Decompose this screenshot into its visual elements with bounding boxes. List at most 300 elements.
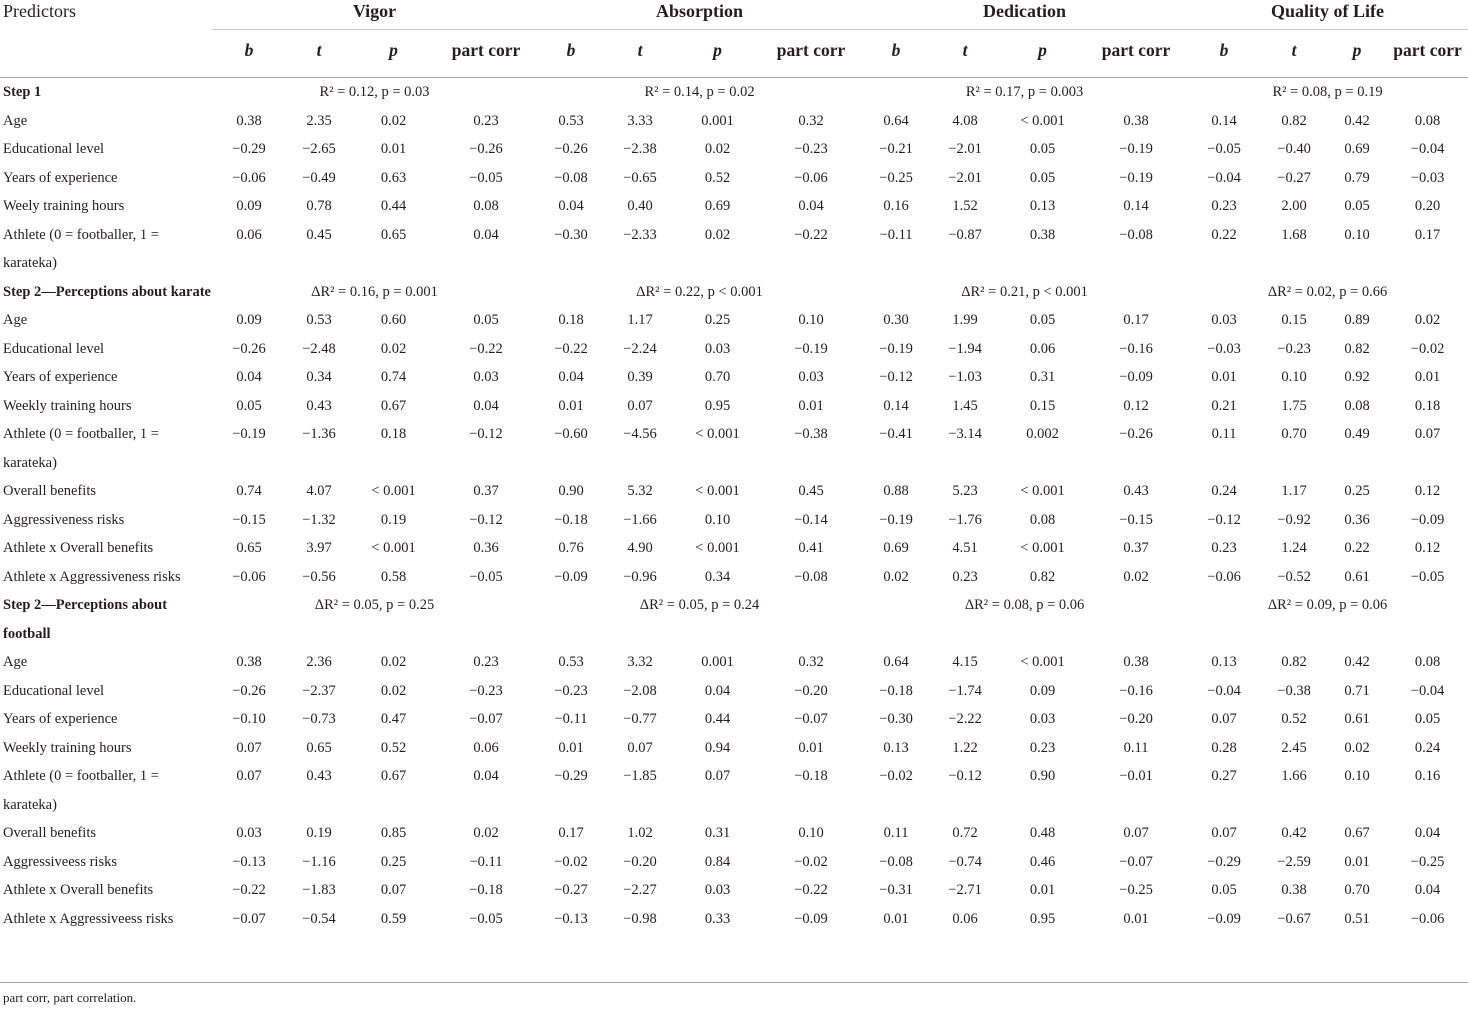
table-cell: 0.38 <box>236 112 262 129</box>
table-cell: 0.22 <box>1344 540 1370 556</box>
table-cell: −0.06 <box>232 568 266 585</box>
group-header-dedication: Dedication <box>862 0 1187 30</box>
table-cell: −0.07 <box>794 711 828 727</box>
table-cell: 1.17 <box>1281 483 1307 499</box>
table-cell: −0.11 <box>469 853 503 870</box>
section-header-row <box>0 591 1468 648</box>
table-cell: 0.05 <box>1029 312 1056 328</box>
predictor-label: Years of experience <box>3 169 118 186</box>
table-cell: 0.88 <box>883 483 909 499</box>
table-cell: 0.07 <box>236 768 262 784</box>
table-row <box>0 164 1468 193</box>
table-cell: 0.02 <box>380 654 407 670</box>
table-cell: −2.08 <box>623 682 657 699</box>
table-cell: 0.001 <box>701 654 734 670</box>
table-cell: −0.12 <box>879 369 913 385</box>
table-cell: 0.08 <box>1414 112 1441 129</box>
table-cell: −0.26 <box>232 682 266 699</box>
table-cell: 0.25 <box>380 853 407 870</box>
table-cell: 0.51 <box>1344 910 1370 927</box>
table-cell: 0.59 <box>380 910 407 927</box>
table-cell: 0.31 <box>704 825 731 841</box>
table-row <box>0 335 1468 364</box>
table-row <box>0 221 1468 278</box>
table-cell: 0.11 <box>1211 426 1237 442</box>
table-cell: 0.19 <box>306 825 332 841</box>
table-cell: 0.52 <box>704 169 731 186</box>
table-cell: −0.26 <box>554 141 588 157</box>
table-cell: −0.29 <box>1207 853 1241 870</box>
table-row <box>0 677 1468 706</box>
table-cell: 0.07 <box>236 739 262 756</box>
table-cell: −0.26 <box>232 340 266 357</box>
table-row <box>0 762 1468 819</box>
table-cell: −0.92 <box>1277 511 1311 528</box>
table-cell: −0.05 <box>469 568 503 585</box>
table-cell: −0.20 <box>1119 711 1153 727</box>
table-cell: −0.22 <box>554 340 588 357</box>
table-cell: 0.82 <box>1281 112 1307 129</box>
table-cell: 4.07 <box>306 483 332 499</box>
table-cell: 0.95 <box>1029 910 1056 927</box>
section-title: Step 2—Perceptions about football <box>3 597 168 642</box>
model-fit-statistic: R² = 0.17, p = 0.003 <box>965 84 1084 100</box>
table-cell: 0.27 <box>1211 768 1237 784</box>
table-cell: 0.18 <box>380 426 407 442</box>
table-row <box>0 506 1468 535</box>
table-cell: −2.71 <box>948 882 982 898</box>
table-cell: −0.23 <box>469 682 503 699</box>
table-cell: −0.15 <box>1119 511 1153 528</box>
table-cell: 0.48 <box>1029 825 1056 841</box>
table-cell: −2.38 <box>623 141 657 157</box>
table-cell: −0.11 <box>554 711 588 727</box>
predictor-label: Athlete (0 = footballer, 1 = karateka) <box>3 768 159 813</box>
table-cell: 0.13 <box>1211 654 1237 670</box>
subcolumn-header: part corr <box>451 40 521 60</box>
table-cell: −0.18 <box>554 511 588 528</box>
table-row <box>0 819 1468 848</box>
table-cell: −0.18 <box>879 682 913 699</box>
table-cell: 0.06 <box>236 226 262 243</box>
table-cell: −2.65 <box>302 141 336 157</box>
model-fit-statistic: R² = 0.14, p = 0.02 <box>644 84 755 100</box>
table-row <box>0 534 1468 563</box>
table-cell: −0.02 <box>794 853 828 870</box>
table-row <box>0 734 1468 763</box>
table-cell: −0.23 <box>554 682 588 699</box>
table-cell: −0.09 <box>794 910 828 927</box>
table-cell: −0.02 <box>879 768 913 784</box>
predictor-label: Educational level <box>3 682 105 699</box>
predictor-label: Years of experience <box>3 369 118 385</box>
table-row <box>0 135 1468 164</box>
table-cell: 0.01 <box>1344 853 1370 870</box>
table-cell: 0.02 <box>380 340 407 357</box>
model-fit-statistic: ΔR² = 0.05, p = 0.24 <box>639 597 760 613</box>
table-cell: 0.32 <box>798 112 824 129</box>
table-cell: 0.01 <box>558 397 584 414</box>
table-cell: −1.16 <box>302 853 336 870</box>
table-cell: 1.75 <box>1281 397 1307 414</box>
table-cell: < 0.001 <box>695 426 740 442</box>
subcolumn-header: part corr <box>1393 40 1462 60</box>
table-cell: −0.13 <box>554 910 588 927</box>
table-cell: 0.04 <box>236 369 262 385</box>
table-cell: −0.29 <box>554 768 588 784</box>
table-cell: 1.17 <box>627 312 653 328</box>
table-cell: 0.05 <box>1344 198 1370 214</box>
table-cell: −0.40 <box>1277 141 1311 157</box>
subcolumn-header: part corr <box>1101 40 1171 60</box>
table-cell: 0.02 <box>704 141 731 157</box>
subcolumn-header: t <box>962 40 968 60</box>
table-cell: 0.82 <box>1281 654 1307 670</box>
table-cell: 0.20 <box>1414 198 1441 214</box>
table-cell: 0.69 <box>883 540 909 556</box>
table-cell: −0.52 <box>1277 568 1311 585</box>
group-header-absorption: Absorption <box>537 0 862 30</box>
table-cell: 0.15 <box>1281 312 1307 328</box>
table-cell: 0.03 <box>1029 711 1056 727</box>
table-cell: 0.02 <box>883 568 909 585</box>
table-cell: 0.05 <box>1211 882 1237 898</box>
table-cell: 1.99 <box>952 312 978 328</box>
table-cell: 0.21 <box>1211 397 1237 414</box>
subcolumn-header: p <box>713 40 722 60</box>
table-cell: −0.27 <box>1277 169 1311 186</box>
table-cell: −0.30 <box>554 226 588 243</box>
table-cell: −0.02 <box>1410 340 1445 357</box>
table-cell: 0.78 <box>306 198 332 214</box>
table-cell: 2.35 <box>306 112 332 129</box>
table-cell: −4.56 <box>623 426 657 442</box>
predictors-header: Predictors <box>3 1 76 21</box>
table-cell: 0.69 <box>704 198 731 214</box>
table-cell: 1.68 <box>1281 226 1307 243</box>
table-cell: −0.22 <box>232 882 266 898</box>
table-cell: −0.06 <box>232 169 266 186</box>
table-cell: −2.27 <box>623 882 657 898</box>
table-cell: 0.90 <box>1029 768 1056 784</box>
table-cell: 0.95 <box>704 397 731 414</box>
table-cell: 0.04 <box>473 768 499 784</box>
table-cell: 0.38 <box>1123 654 1149 670</box>
table-cell: 0.08 <box>1414 654 1441 670</box>
table-cell: 0.10 <box>798 312 824 328</box>
table-cell: −0.49 <box>302 169 336 186</box>
table-cell: 0.41 <box>798 540 824 556</box>
table-cell: 0.28 <box>1211 739 1237 756</box>
table-cell: 0.10 <box>704 511 731 528</box>
table-cell: 0.04 <box>1414 825 1441 841</box>
table-cell: −0.09 <box>554 568 588 585</box>
table-cell: −1.76 <box>948 511 982 528</box>
table-cell: 0.90 <box>558 483 584 499</box>
table-cell: 5.32 <box>627 483 653 499</box>
table-cell: 0.60 <box>380 312 407 328</box>
table-cell: < 0.001 <box>1020 540 1065 556</box>
table-cell: 0.12 <box>1414 540 1441 556</box>
model-fit-statistic: ΔR² = 0.05, p = 0.25 <box>314 597 435 613</box>
predictor-label: Athlete x Aggressiveess risks <box>3 910 174 927</box>
table-cell: 0.38 <box>236 654 262 670</box>
table-cell: 0.82 <box>1344 340 1370 357</box>
table-cell: −0.19 <box>879 340 913 357</box>
section-title: Step 1 <box>3 84 42 100</box>
table-cell: 0.04 <box>473 397 499 414</box>
table-cell: 0.22 <box>1211 226 1237 243</box>
table-cell: 0.58 <box>380 568 407 585</box>
table-cell: −0.19 <box>1119 141 1153 157</box>
table-cell: 0.17 <box>1414 226 1441 243</box>
table-cell: 1.45 <box>952 397 978 414</box>
table-cell: −0.12 <box>948 768 982 784</box>
table-cell: −0.05 <box>1410 568 1445 585</box>
table-cell: −0.16 <box>1119 682 1153 699</box>
table-cell: 0.03 <box>798 369 824 385</box>
table-cell: −1.03 <box>948 369 982 385</box>
table-cell: 0.40 <box>627 198 653 214</box>
table-cell: 0.12 <box>1414 483 1441 499</box>
table-cell: −2.33 <box>623 226 657 243</box>
table-cell: 0.74 <box>380 369 407 385</box>
table-cell: −0.29 <box>232 141 266 157</box>
predictor-label: Age <box>3 312 28 328</box>
table-cell: 0.38 <box>1123 112 1149 129</box>
table-cell: 0.05 <box>1414 711 1441 727</box>
table-cell: 0.23 <box>473 112 499 129</box>
table-cell: 0.07 <box>1211 825 1237 841</box>
table-cell: −0.08 <box>554 169 588 186</box>
table-cell: 0.13 <box>1029 198 1056 214</box>
table-cell: 0.82 <box>1029 568 1056 585</box>
table-cell: −0.13 <box>232 853 266 870</box>
model-fit-statistic: ΔR² = 0.21, p < 0.001 <box>961 283 1088 300</box>
table-cell: 0.06 <box>952 910 978 927</box>
table-row <box>0 563 1468 592</box>
table-cell: 0.46 <box>1029 853 1056 870</box>
model-fit-statistic: ΔR² = 0.09, p = 0.06 <box>1267 597 1388 613</box>
table-cell: 0.01 <box>1414 369 1441 385</box>
table-cell: 1.66 <box>1281 768 1307 784</box>
table-cell: −0.12 <box>469 511 503 528</box>
table-row <box>0 192 1468 221</box>
table-cell: < 0.001 <box>1020 654 1065 670</box>
table-cell: −0.10 <box>232 711 266 727</box>
table-cell: 0.08 <box>473 198 499 214</box>
table-cell: < 0.001 <box>695 483 740 499</box>
table-cell: 0.67 <box>380 397 407 414</box>
table-cell: −1.66 <box>623 511 657 528</box>
predictor-label: Athlete x Overall benefits <box>3 540 154 556</box>
table-cell: 0.32 <box>798 654 824 670</box>
table-row <box>0 107 1468 136</box>
subcolumn-header: b <box>1219 40 1229 60</box>
table-cell: 0.25 <box>1344 483 1370 499</box>
table-cell: −0.06 <box>1207 568 1241 585</box>
table-cell: 0.14 <box>883 397 909 414</box>
table-cell: −0.96 <box>623 568 657 585</box>
table-cell: 0.07 <box>1211 711 1237 727</box>
subcolumn-header: p <box>1352 40 1362 60</box>
table-cell: 0.02 <box>1123 568 1149 585</box>
table-cell: −2.48 <box>302 340 336 357</box>
table-cell: 3.97 <box>306 540 332 556</box>
table-cell: −0.54 <box>302 910 336 927</box>
table-cell: −0.22 <box>794 226 828 243</box>
table-cell: 3.32 <box>627 654 653 670</box>
table-cell: −0.73 <box>302 711 336 727</box>
predictor-label: Overall benefits <box>3 483 97 499</box>
predictor-label: Educational level <box>3 141 105 157</box>
table-cell: 0.04 <box>798 198 824 214</box>
table-row <box>0 477 1468 506</box>
predictor-label: Age <box>3 112 28 129</box>
model-fit-statistic: ΔR² = 0.08, p = 0.06 <box>964 597 1085 613</box>
table-cell: 0.42 <box>1281 825 1307 841</box>
table-cell: < 0.001 <box>695 540 740 556</box>
table-cell: −2.22 <box>948 711 982 727</box>
table-cell: 0.34 <box>306 369 332 385</box>
table-cell: 0.05 <box>473 312 499 328</box>
table-cell: 0.79 <box>1344 169 1370 186</box>
table-cell: −0.04 <box>1207 169 1241 186</box>
table-cell: −0.06 <box>1410 910 1445 927</box>
table-cell: −0.22 <box>794 882 828 898</box>
table-cell: −0.18 <box>469 882 503 898</box>
table-cell: 0.25 <box>704 312 731 328</box>
group-header-row <box>0 0 1468 30</box>
table-cell: −0.08 <box>1119 226 1153 243</box>
predictor-label: Athlete x Overall benefits <box>3 882 154 898</box>
table-cell: −0.25 <box>1410 853 1445 870</box>
table-cell: −0.21 <box>879 141 913 157</box>
table-cell: < 0.001 <box>371 540 416 556</box>
table-cell: 0.02 <box>473 825 499 841</box>
table-cell: 2.36 <box>306 654 332 670</box>
table-cell: 0.53 <box>558 654 584 670</box>
group-header-quality-of-life: Quality of Life <box>1187 0 1468 30</box>
table-cell: 0.07 <box>1123 825 1149 841</box>
table-cell: −0.20 <box>794 682 828 699</box>
table-cell: 0.01 <box>1123 910 1149 927</box>
table-cell: 4.08 <box>952 112 978 129</box>
table-cell: 1.24 <box>1281 540 1307 556</box>
table-cell: 0.61 <box>1344 711 1370 727</box>
table-cell: 0.14 <box>1211 112 1237 129</box>
table-cell: −0.12 <box>1207 511 1241 528</box>
table-cell: 0.09 <box>1029 682 1056 699</box>
table-cell: 0.17 <box>1123 312 1149 328</box>
table-cell: 0.04 <box>558 369 584 385</box>
table-cell: 5.23 <box>952 483 978 499</box>
table-cell: −1.32 <box>302 511 336 528</box>
predictor-label: Aggressiveness risks <box>3 511 125 528</box>
table-cell: 0.06 <box>1029 340 1056 357</box>
table-cell: −0.56 <box>302 568 336 585</box>
table-cell: 0.09 <box>236 312 262 328</box>
table-cell: 0.09 <box>236 198 262 214</box>
table-cell: 0.13 <box>883 739 909 756</box>
table-cell: 0.30 <box>883 312 909 328</box>
table-cell: 1.52 <box>952 198 978 214</box>
table-row <box>0 363 1468 392</box>
model-fit-statistic: ΔR² = 0.02, p = 0.66 <box>1267 283 1388 300</box>
table-cell: 0.03 <box>236 825 262 841</box>
table-cell: 0.10 <box>1281 369 1307 385</box>
table-cell: −2.37 <box>302 682 336 699</box>
table-cell: 0.01 <box>380 141 407 157</box>
table-row <box>0 905 1468 934</box>
table-cell: −0.60 <box>554 426 588 442</box>
subcolumn-header: p <box>389 40 398 60</box>
table-cell: 0.23 <box>473 654 499 670</box>
table-cell: −0.07 <box>232 910 266 927</box>
predictor-label: Years of experience <box>3 711 118 727</box>
table-cell: −0.74 <box>948 853 982 870</box>
table-cell: 0.07 <box>1414 426 1441 442</box>
table-cell: −0.26 <box>1119 426 1153 442</box>
table-cell: 0.53 <box>558 112 584 129</box>
model-fit-statistic: R² = 0.08, p = 0.19 <box>1272 84 1383 100</box>
table-cell: 0.01 <box>883 910 909 927</box>
table-cell: −0.27 <box>554 882 588 898</box>
table-cell: 0.10 <box>798 825 824 841</box>
table-cell: −0.19 <box>1119 169 1153 186</box>
table-cell: 0.70 <box>1281 426 1307 442</box>
predictor-label: Educational level <box>3 340 105 357</box>
table-cell: −0.67 <box>1277 910 1311 927</box>
model-fit-statistic: R² = 0.12, p = 0.03 <box>319 84 430 100</box>
model-fit-statistic: ΔR² = 0.22, p < 0.001 <box>636 283 763 300</box>
table-cell: −0.07 <box>1119 853 1153 870</box>
table-cell: 0.34 <box>704 568 731 585</box>
table-cell: 0.63 <box>380 169 407 186</box>
table-cell: 0.36 <box>473 540 499 556</box>
table-cell: 0.37 <box>473 483 499 499</box>
table-row <box>0 392 1468 421</box>
table-cell: 0.02 <box>1414 312 1441 328</box>
table-cell: 0.44 <box>380 198 407 214</box>
table-cell: 1.22 <box>952 739 978 756</box>
subcolumn-header: b <box>244 40 254 60</box>
table-cell: 2.45 <box>1281 739 1307 756</box>
table-cell: −1.85 <box>623 768 657 784</box>
subcolumn-header: t <box>637 40 643 60</box>
table-cell: 0.49 <box>1344 426 1370 442</box>
table-cell: −0.09 <box>1410 511 1445 528</box>
table-cell: 0.01 <box>1211 369 1237 385</box>
table-cell: −1.36 <box>302 426 336 442</box>
predictor-label: Age <box>3 654 28 670</box>
table-cell: 0.03 <box>1211 312 1237 328</box>
table-cell: 0.24 <box>1414 739 1441 756</box>
table-cell: 0.18 <box>558 312 584 328</box>
table-cell: 0.01 <box>558 739 584 756</box>
table-cell: −0.11 <box>879 226 913 243</box>
table-cell: −0.14 <box>794 511 828 528</box>
table-cell: 0.74 <box>236 483 262 499</box>
table-cell: −0.03 <box>1410 169 1445 186</box>
table-cell: 0.65 <box>306 739 332 756</box>
table-cell: −0.05 <box>469 910 503 927</box>
table-cell: −0.20 <box>623 853 657 870</box>
table-cell: 0.64 <box>883 112 909 129</box>
subcolumn-header: b <box>566 40 576 60</box>
table-cell: 0.02 <box>1344 739 1370 756</box>
table-cell: 0.24 <box>1211 483 1237 499</box>
